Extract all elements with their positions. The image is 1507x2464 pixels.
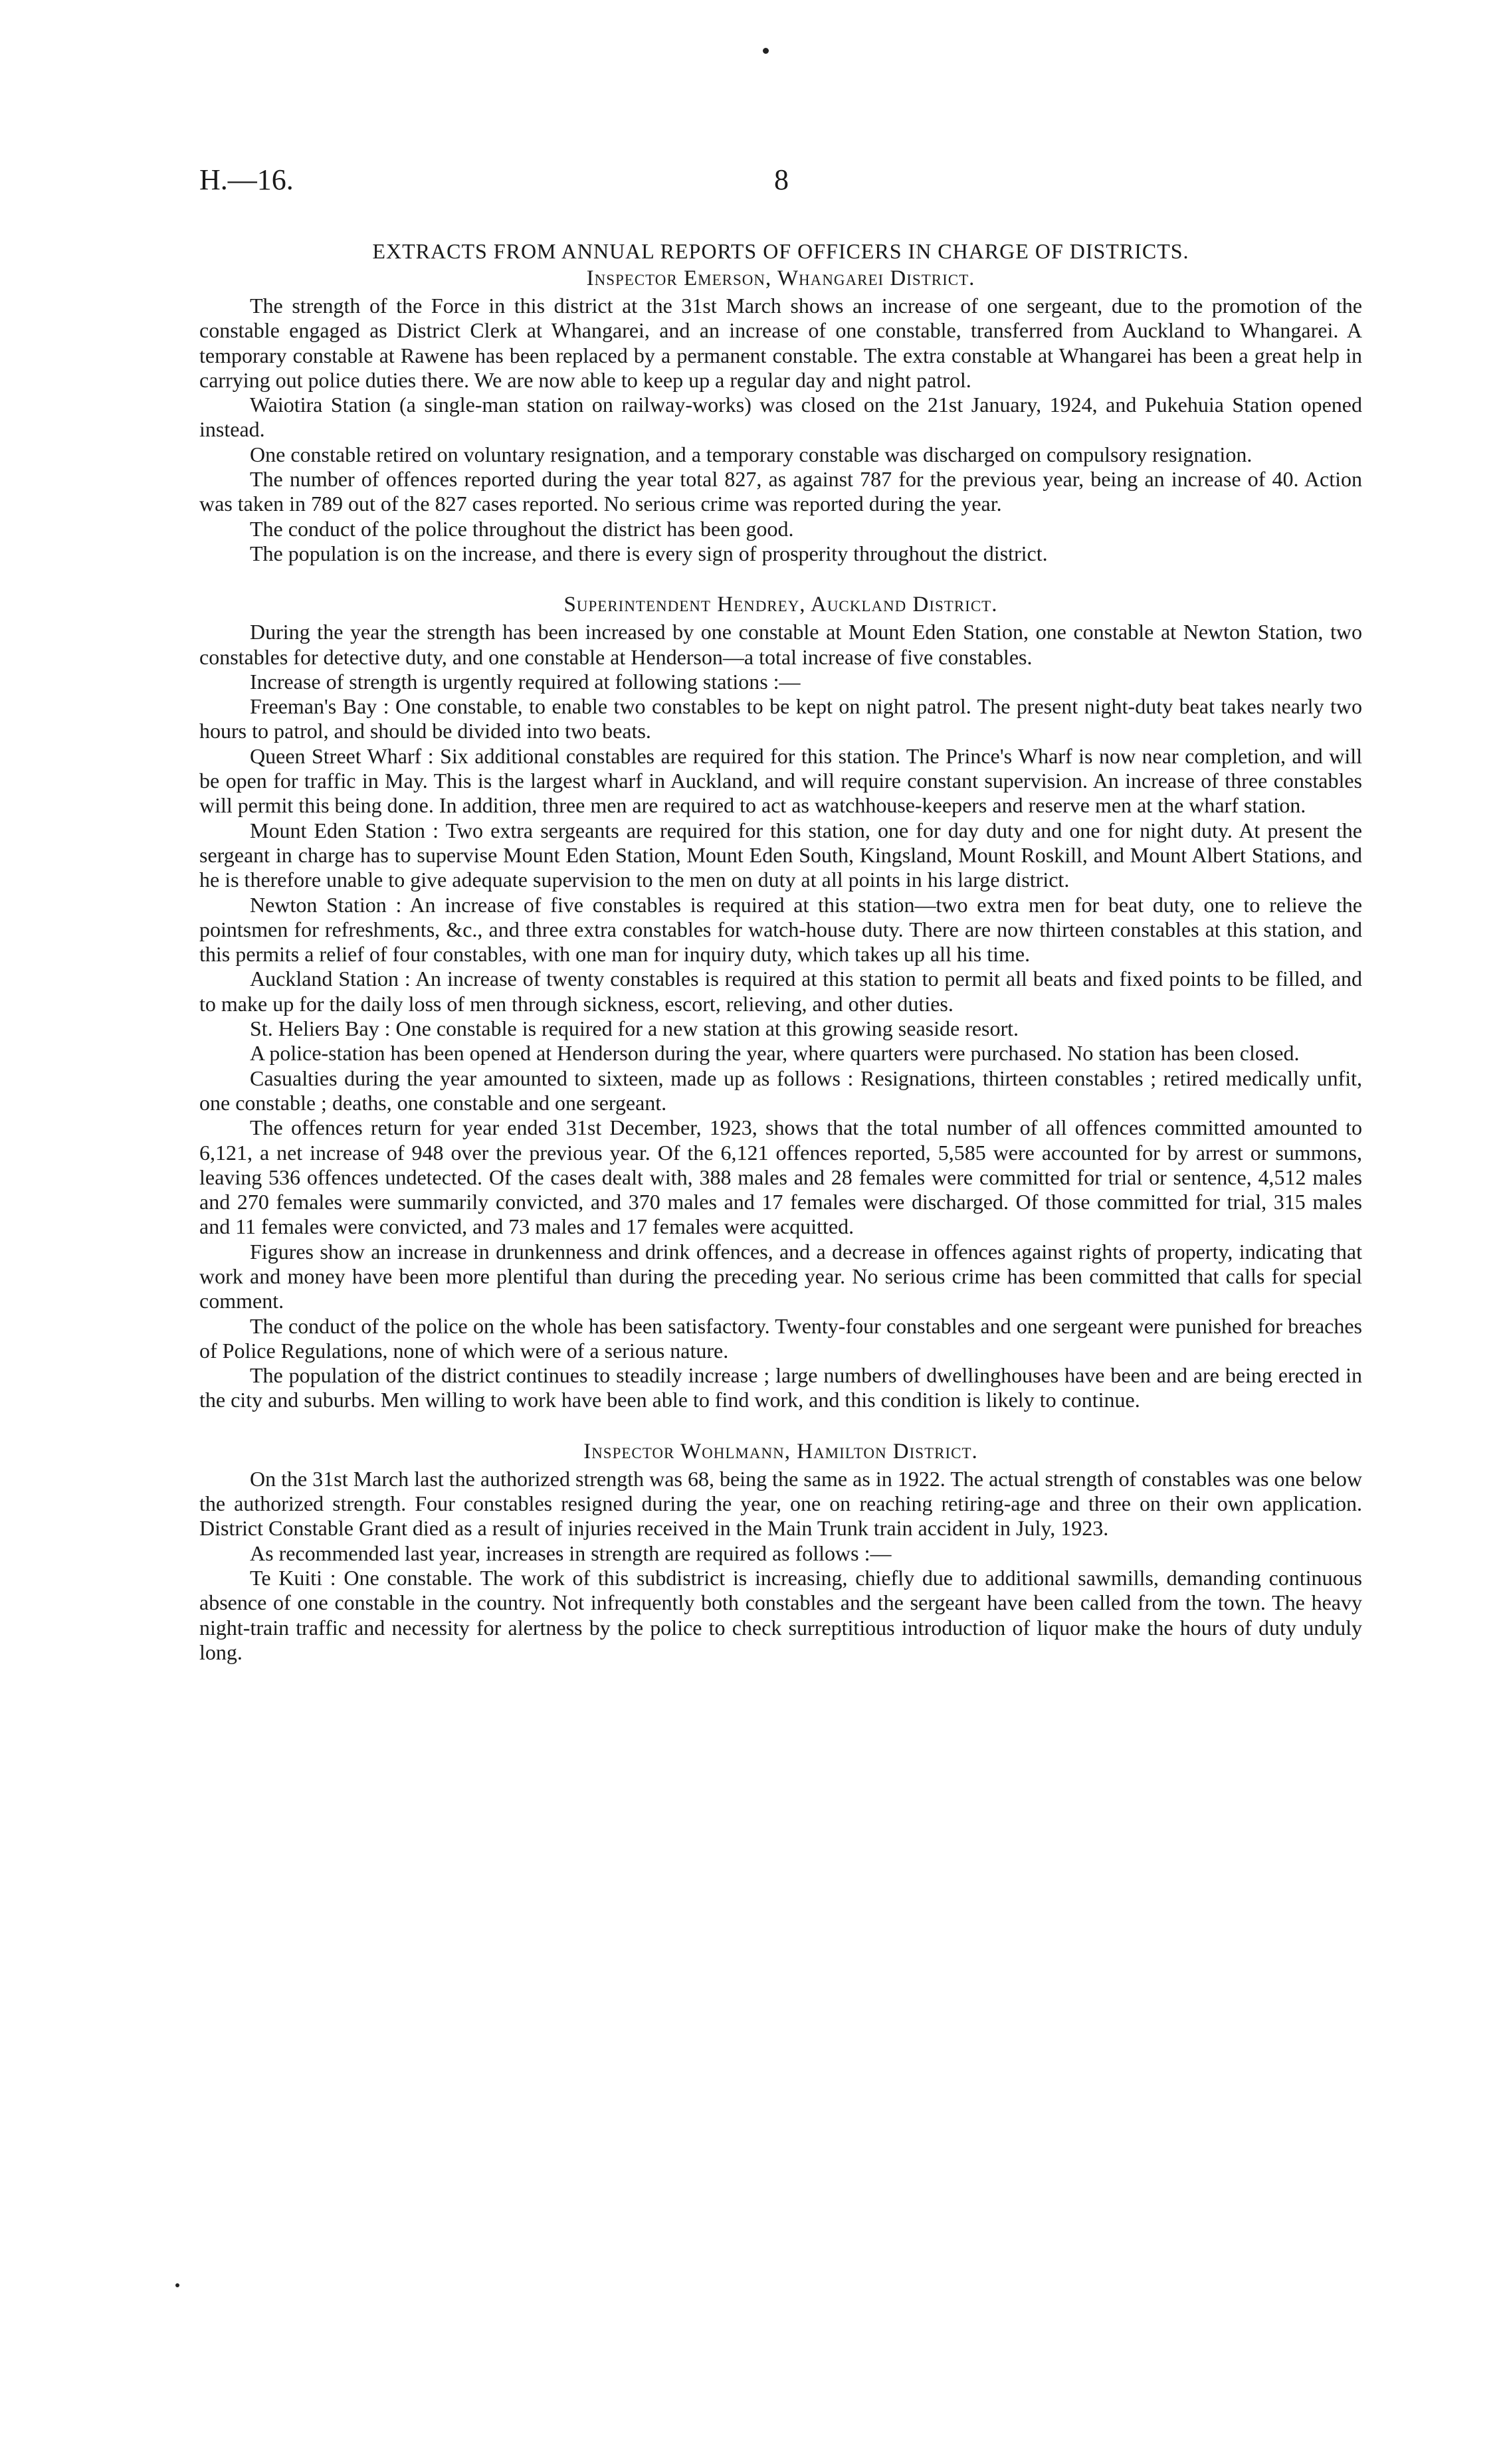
ink-speck-bottom [175,2283,179,2287]
paragraph: St. Heliers Bay : One constable is required for a new station at this growing seaside resort. [250,1016,1019,1041]
paragraph: Freeman's Bay : One constable, to enable two constables to be kept on night patrol. The present night-duty beat takes nearly two hours to patrol, and should be divided into two beats. [199,694,1362,743]
document-page [199,163,1362,1665]
ink-speck-top [763,48,769,54]
paragraph: A police-station has been opened at Henderson during the year, where quarters were purchased. No station has been closed. [250,1041,1300,1066]
paragraph: On the 31st March last the authorized strength was 68, being the same as in 1922. The actual strength of constables was one below the authorized strength. Four constables resigned during the year, one on reaching retiring-age and three on their own application. District Constable Grant died as a result of injuries received in the Main Trunk train accident in July, 1923. [199,1466,1362,1541]
report-section [199,593,1362,1413]
paragraph: During the year the strength has been increased by one constable at Mount Eden Station, one constable at Newton Station, two constables for detective duty, and one constable at Henderson—a total increase of five constables. [199,620,1362,669]
document-title: EXTRACTS FROM ANNUAL REPORTS OF OFFICERS IN CHARGE OF DISTRICTS. [372,239,1189,263]
paragraph: The strength of the Force in this district at the 31st March shows an increase of one sergeant, due to the promotion of the constable engaged as District Clerk at Whangarei, and an increase of one constable, transferred from Auckland to Whangarei. A temporary constable at Rawene has been replaced by a permanent constable. The extra constable at Whangarei has been a great help in carrying out police duties there. We are now able to keep up a regular day and night patrol. [199,294,1362,392]
paragraph: Newton Station : An increase of five constables is required at this station—two extra men for beat duty, one to relieve the pointsmen for refreshments, &c., and three extra constables for watch-house duty. There are now thirteen constables at this station, and this permits a relief of four constables, with one man for inquiry duty, which takes up all his time. [199,892,1362,967]
paragraph: Te Kuiti : One constable. The work of this subdistrict is increasing, chiefly due to additional sawmills, demanding continuous absence of one constable in the country. Not infrequently both constables and the sergeant have been called from the town. The heavy night-train traffic and necessity for alertness by the police to check surreptitious introduction of liquor make the hours of duty unduly long. [199,1565,1362,1664]
document-code: H.—16. [199,163,294,196]
paragraph: As recommended last year, increases in strength are required as follows :— [250,1541,892,1565]
paragraph: The conduct of the police on the whole has been satisfactory. Twenty-four constables and one sergeant were punished for breaches of Police Regulations, none of which were of a serious nature. [199,1313,1362,1363]
report-sections [199,266,1362,1665]
paragraph: The population is on the increase, and there is every sign of prosperity throughout the district. [250,541,1048,565]
report-section [199,1440,1362,1665]
report-section [199,266,1362,566]
paragraph: The conduct of the police throughout the district has been good. [250,516,794,541]
paragraph: Auckland Station : An increase of twenty constables is required at this station to permit all beats and fixed points to be filled, and to make up for the daily loss of men through sickness, escort, relieving, and other duties. [199,967,1362,1016]
paragraph: The offences return for year ended 31st December, 1923, shows that the total number of all offences committed amounted to 6,121, a net increase of 948 over the previous year. Of the 6,121 offences reported, 5,585 were accounted for by arrest or summons, leaving 536 offences undetected. Of the cases dealt with, 388 males and 28 females were committed for trial or sentence, 4,512 males and 270 females were summarily convicted, and 370 males and 17 females were discharged. Of those committed for trial, 315 males and 11 females were convicted, and 73 males and 17 females were acquitted. [199,1115,1362,1239]
page-number: 8 [774,163,789,196]
paragraph: Casualties during the year amounted to sixteen, made up as follows : Resignations, thirteen constables ; retired medically unfit, one constable ; deaths, one constable and one sergeant. [199,1066,1362,1115]
paragraph: Waiotira Station (a single-man station on railway-works) was closed on the 21st January, 1924, and Pukehuia Station opened instead. [199,393,1362,442]
paragraph: Mount Eden Station : Two extra sergeants are required for this station, one for day duty and one for night duty. At present the sergeant in charge has to supervise Mount Eden Station, Mount Eden South, Kingsland, Mount Roskill, and Mount Albert Stations, and he is therefore unable to give adequate supervision to the men on duty at all points in his large district. [199,818,1362,892]
paragraph: Queen Street Wharf : Six additional constables are required for this station. The Prince's Wharf is now near completion, and will be open for traffic in May. This is the largest wharf in Auckland, and will require constant supervision. An increase of three constables will permit this being done. In addition, three men are required to act as watchhouse-keepers and reserve men at the wharf station. [199,743,1362,818]
paragraph: One constable retired on voluntary resignation, and a temporary constable was discharged on compulsory resignation. [250,442,1253,466]
paragraph: The number of offences reported during the year total 827, as against 787 for the previous year, being an increase of 40. Action was taken in 789 out of the 827 cases reported. No serious crime was reported during the year. [199,467,1362,516]
section-heading: Inspector Emerson, Whangarei District. [586,266,975,290]
section-heading: Superintendent Hendrey, Auckland District. [563,593,998,617]
section-heading: Inspector Wohlmann, Hamilton District. [583,1439,978,1464]
paragraph: Figures show an increase in drunkenness and drink offences, and a decrease in offences against rights of property, indicating that work and money have been more plentiful than during the preceding year. No serious crime has been committed that calls for special comment. [199,1239,1362,1313]
paragraph: The population of the district continues to steadily increase ; large numbers of dwellinghouses have been and are being erected in the city and suburbs. Men willing to work have been able to find work, and this condition is likely to continue. [199,1363,1362,1412]
page-header [199,163,1362,203]
paragraph: Increase of strength is urgently required at following stations :— [250,669,801,694]
